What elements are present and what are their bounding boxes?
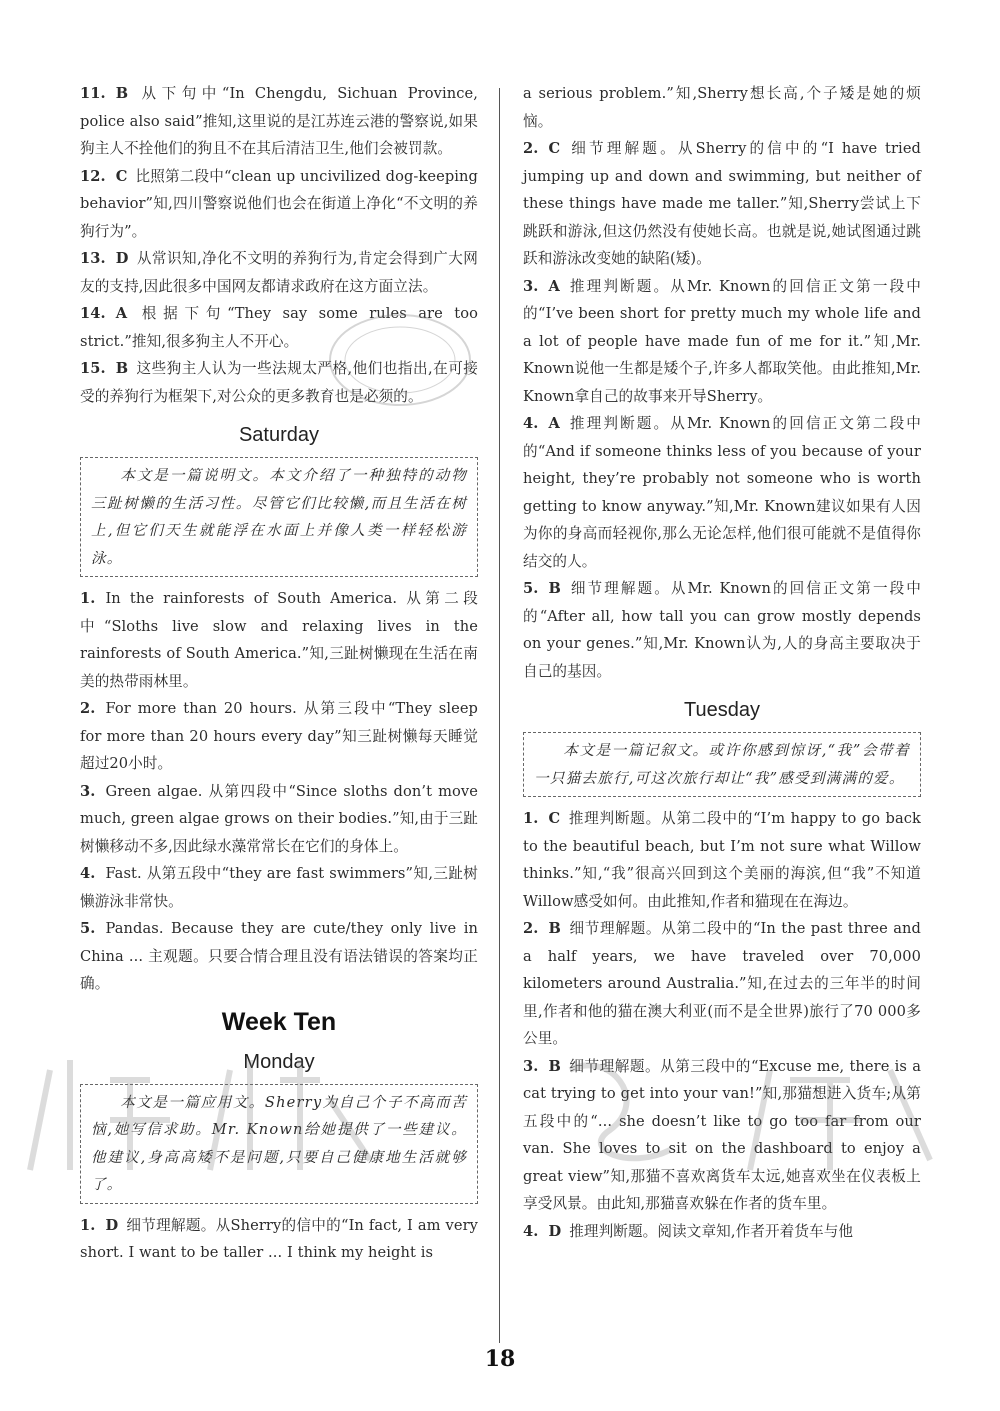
answer-item: 13. D 从常识知,净化不文明的养狗行为,肯定会得到广大网友的支持,因此很多中国网友都请求政府在这方面立法。 bbox=[80, 250, 478, 295]
answer-item: 12. C 比照第二段中“clean up uncivilized dog-keeping behavior”知,四川警察说他们也会在街道上净化“不文明的养狗行为”。 bbox=[80, 167, 478, 240]
answer-item: 4. Fast. 从第五段中“they are fast swimmers”知,三趾树懒游泳非常快。 bbox=[80, 865, 478, 910]
week-title: Week Ten bbox=[221, 1007, 337, 1036]
watermark-logo bbox=[10, 1040, 990, 1180]
stamp-mark bbox=[320, 300, 480, 420]
intro-text: 本文是一篇应用文。Sherry为自己个子不高而苦恼,她写信求助。Mr. Known给她提供了一些建议。他建议,身高高矮不是问题,只要自己健康地生活就够了。 bbox=[91, 1093, 467, 1193]
page-number: 18 bbox=[484, 1346, 516, 1372]
answer-item: 2. B 细节理解题。从第二段中的“In the past three and a half years, we have traveled over 70,000 kilometers around Australia.”知,在过去的三年半的时间里,作者和他的猫在澳大利亚(而不是全世界)旅行了70 000多公里。 bbox=[523, 920, 921, 1047]
intro-text: 本文是一篇记叙文。或许你感到惊讶,“我”会带着一只猫去旅行,可这次旅行却让“我”感受到满满的爱。 bbox=[534, 742, 910, 787]
answer-continuation: a serious problem.”知,Sherry想长高,个子矮是她的烦恼。 bbox=[523, 85, 921, 130]
intro-text: 本文是一篇说明文。本文介绍了一种独特的动物三趾树懒的生活习性。尽管它们比较懒,而且生活在树上,但它们天生就能浮在水面上并像人类一样轻松游泳。 bbox=[91, 467, 467, 567]
section-title-monday: Monday bbox=[243, 1050, 315, 1073]
intro-box-saturday bbox=[80, 457, 478, 577]
answer-item: 4. D 推理判断题。阅读文章知,作者开着货车与他 bbox=[523, 1222, 854, 1240]
section-title-saturday: Saturday bbox=[238, 424, 320, 446]
answer-item: 4. A 推理判断题。从Mr. Known的回信正文第二段中的“And if someone thinks less of you because of your height, they’re probably not someone who is worth getting to know anyway.”知,Mr. Known建议如果有人因为你的身高而轻视你,那么无论怎样,他们很可能就不是值得你结交的人。 bbox=[523, 415, 921, 570]
intro-box-tuesday bbox=[523, 732, 921, 797]
answer-item: 15. B 这些狗主人认为一些法规太严格,他们也指出,在可接受的养狗行为框架下,对公众的更多教育也是必须的。 bbox=[80, 360, 478, 405]
answer-item: 11. B 从下句中“In Chengdu, Sichuan Province, police also said”推知,这里说的是江苏连云港的警察说,如果狗主人不拴他们的狗且不在其后清洁卫生,他们会被罚款。 bbox=[80, 85, 478, 157]
answer-item: 3. Green algae. 从第四段中“Since sloths don’t move much, green algae grows on their bodies.”知,由于三趾树懒移动不多,因此绿水藻常常长在它们的身体上。 bbox=[80, 782, 478, 855]
answer-item: 14. A 根据下句“They say some rules are too strict.”推知,很多狗主人不开心。 bbox=[80, 305, 478, 350]
answer-item: 3. A 推理判断题。从Mr. Known的回信正文第一段中的“I’ve been short for pretty much my whole life and a lot of people have made fun of me for it.”知,Mr. Known说他一生都是矮个子,许多人都取笑他。由此推知,Mr. Known拿自己的故事来开导Sherry。 bbox=[523, 277, 921, 405]
answer-item: 1. In the rainforests of South America. 从第二段中“Sloths live slow and relaxing lives in the rainforests of South America.”知,三趾树懒现在生活在南美的热带雨林里。 bbox=[80, 590, 478, 690]
answer-item: 1. D 细节理解题。从Sherry的信中的“In fact, I am very short. I want to be taller ... I think my height is bbox=[80, 1216, 478, 1261]
answer-item: 2. For more than 20 hours. 从第三段中“They sleep for more than 20 hours every day”知三趾树懒每天睡觉超过20小时。 bbox=[80, 700, 478, 772]
answer-item: 3. B 细节理解题。从第三段中的“Excuse me, there is a cat trying to get into your van!”知,那猫想进入货车;从第五段中的“... she doesn’t like to go too far from our van. She loves to sit on the dashboard to enjoy a great view”知,那猫不喜欢离货车太远,她喜欢坐在仪表板上享受风景。由此知,那猫喜欢躲在作者的货车里。 bbox=[523, 1057, 921, 1212]
section-title-tuesday: Tuesday bbox=[684, 699, 760, 721]
answer-item: 2. C 细节理解题。从Sherry的信中的“I have tried jumping up and down and swimming, but neither of these things have made me taller.”知,Sherry尝试上下跳跃和游泳,但这仍然没有使她长高。也就是说,她试图通过跳跃和游泳改变她的缺陷(矮)。 bbox=[523, 140, 921, 267]
answer-item: 5. B 细节理解题。从Mr. Known的回信正文第一段中的“After all, how tall you can grow mostly depends on your genes.”知,Mr. Known认为,人的身高主要取决于自己的基因。 bbox=[523, 580, 921, 680]
answer-item: 1. C 推理判断题。从第二段中的“I’m happy to go back to the beautiful beach, but I’m not sure what Willow thinks.”知,“我”很高兴回到这个美丽的海滨,但“我”不知道Willow感受如何。由此推知,作者和猫现在在海边。 bbox=[523, 810, 921, 910]
answer-item: 5. Pandas. Because they are cute/they only live in China ... 主观题。只要合情合理且没有语法错误的答案均正确。 bbox=[80, 920, 478, 992]
